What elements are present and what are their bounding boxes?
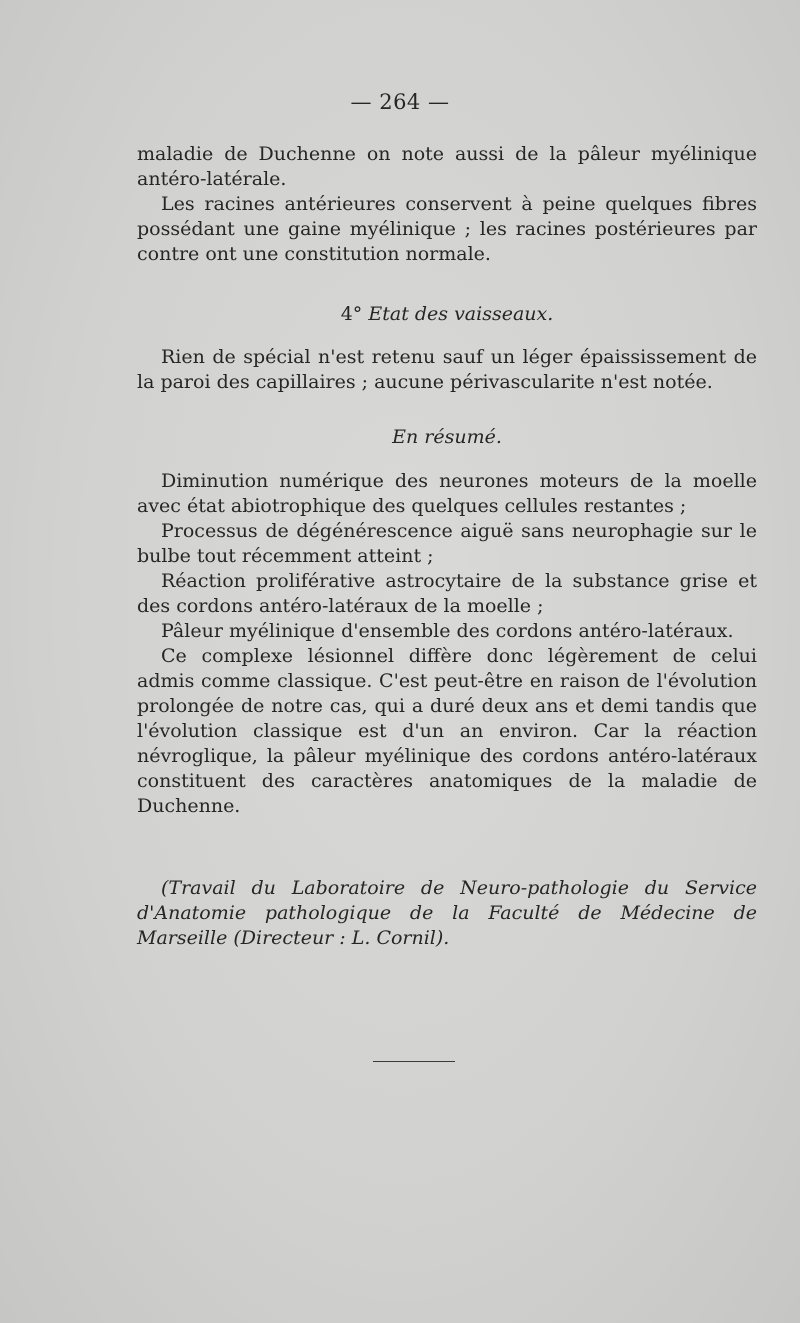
footnote-credit: (Travail du Laboratoire de Neuro-pathologie du Service d'Anatomie pathologique de la Faculté de Médecine de Marseille (Directeur : L. Cornil). bbox=[137, 877, 757, 949]
paragraph-vessels-block bbox=[137, 345, 757, 395]
section-number: 4° bbox=[340, 303, 363, 325]
summary-heading-text: En résumé. bbox=[392, 426, 502, 448]
paragraph-vessels: Rien de spécial n'est retenu sauf un léger épaississement de la paroi des capillaires ; aucune périvascularite n'est notée. bbox=[137, 346, 757, 393]
summary-item: Réaction proliférative astrocytaire de la substance grise et des cordons antéro-latéraux de la moelle ; bbox=[137, 570, 757, 617]
closing-rule bbox=[373, 1061, 455, 1062]
section-heading-vessels bbox=[137, 302, 757, 327]
summary-item: Pâleur myélinique d'ensemble des cordons antéro-latéraux. bbox=[161, 620, 734, 642]
summary-item: Diminution numérique des neurones moteurs de la moelle avec état abiotrophique des quelques cellules restantes ; bbox=[137, 470, 757, 517]
paragraph-roots: Les racines antérieures conservent à peine quelques fibres possédant une gaine myélinique ; les racines postérieures par contre ont une constitution normale. bbox=[137, 193, 757, 265]
section-title: Etat des vaisseaux. bbox=[368, 303, 554, 325]
page-number: — 264 — bbox=[350, 90, 450, 114]
summary-heading bbox=[137, 425, 757, 450]
paragraph-findings bbox=[137, 142, 757, 267]
summary-item: Processus de dégénérescence aiguë sans neurophagie sur le bulbe tout récemment atteint ; bbox=[137, 520, 757, 567]
footnote-block bbox=[137, 876, 757, 951]
summary-block bbox=[137, 469, 757, 819]
paragraph-continuation: maladie de Duchenne on note aussi de la pâleur myélinique antéro-latérale. bbox=[137, 143, 757, 190]
summary-conclusion: Ce complexe lésionnel diffère donc légèrement de celui admis comme classique. C'est peut-être en raison de l'évolution prolongée de notre cas, qui a duré deux ans et demi tandis que l'évolution classique est d'un an environ. Car la réaction névroglique, la pâleur myélinique des cordons antéro-latéraux constituent des caractères anatomiques de la maladie de Duchenne. bbox=[137, 645, 757, 817]
